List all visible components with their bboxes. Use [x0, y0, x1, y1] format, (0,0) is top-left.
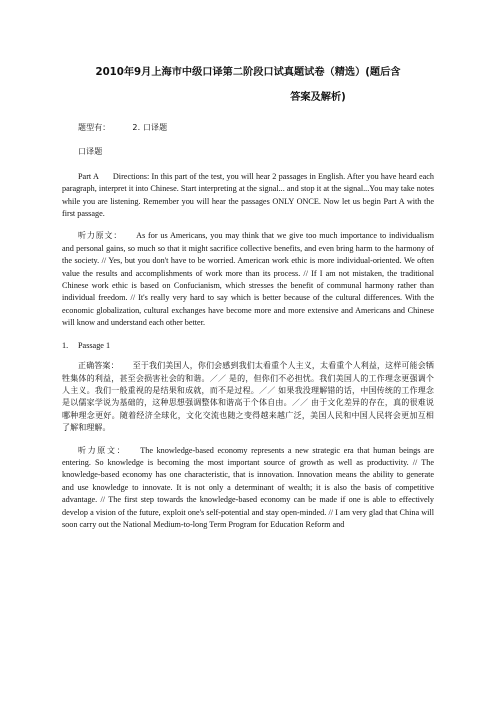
part-a-text: Directions: In this part of the test, you will hear 2 passages in English. After you have heard each paragraph, interpret it into Chinese. Start interpreting at the signal... and stop it at the signal...You may take notes while you are listening. Remember you will hear the passages ONLY ONCE. Now let us begin Part A with the first passage.	[62, 171, 434, 219]
passage-2-source-label: 听力原文：	[78, 445, 127, 455]
passage-1-item	[62, 340, 434, 352]
passage-1-number: 1.	[62, 340, 69, 350]
passage-2-source	[62, 445, 434, 532]
part-a-label: Part A	[78, 171, 99, 181]
part-a-directions	[62, 171, 434, 221]
title-line-1: 2010年9月上海市中级口译第二阶段口试真题试卷（精选）(题后含	[95, 67, 401, 78]
passage-1-title: Passage 1	[78, 340, 111, 350]
passage-2-source-text: The knowledge-based economy represents a new strategic era that human beings are entering. So knowledge is becoming the most important source of growth as well as productivity. // The knowledge-based economy has one characteristic, that is innovation. Innovation means the ability to generate and use knowledge to innovate. It is not only a determinant of wealth; it is also the basis of competitive advantage. // The first step towards the knowledge-based economy can be made if one is able to effectively develop a vision of the future, exploit one's self-potential and stay open-minded. // I am very glad that China will soon carry out the National Medium-to-long Term Program for Education Reform and	[62, 445, 434, 529]
question-type-value: 2. 口译题	[132, 123, 168, 132]
passage-1-answer-label: 正确答案：	[78, 361, 119, 371]
question-type	[78, 122, 434, 134]
document-title	[62, 60, 434, 110]
title-line-2: 答案及解析)	[290, 92, 346, 103]
passage-1-answer	[62, 360, 434, 434]
passage-1-source-text: As for us Americans, you may think that we give too much importance to individualism and personal gains, so much so that it might sacrifice collective benefits, and even bring harm to the harmony of the society. // Yes, but you don't have to be worried. American work ethic is more individual-oriented. We often value the results and accomplishments of work more than its process. // If I am not mistaken, the traditional Chinese work ethic is based on Confucianism, which stresses the benefit of communal harmony rather than individual freedom. // It's really very hard to say which is better because of the cultural differences. With the economic globalization, cultural exchanges have become more and more extensive and Americans and Chinese will know and understand each other better.	[62, 231, 435, 328]
passage-1-source	[62, 230, 434, 329]
passage-1-source-label: 听力原文：	[78, 231, 123, 241]
question-type-label: 题型有：	[78, 123, 111, 132]
section-heading: 口译题	[78, 147, 103, 157]
passage-1-answer-text: 至于我们美国人，你们会感到我们太看重个人主义，太看重个人利益，这样可能会牺牲集体的利益，甚至会损害社会的和谐。／／ 是的，但你们不必担忧。我们美国人的工作理念更强调个人主义。我们一般重视的是结果和成就，而不是过程。／／ 如果我没理解错的话，中国传统的工作理念是以儒家学说为基础的，这种思想强调整体和谐高于个体自由。／／ 由于文化差异的存在，真的很难说哪种理念更好。随着经济全球化，文化交流也随之变得越来越广泛，美国人民和中国人民将会更加互相了解和理解。	[62, 361, 434, 433]
